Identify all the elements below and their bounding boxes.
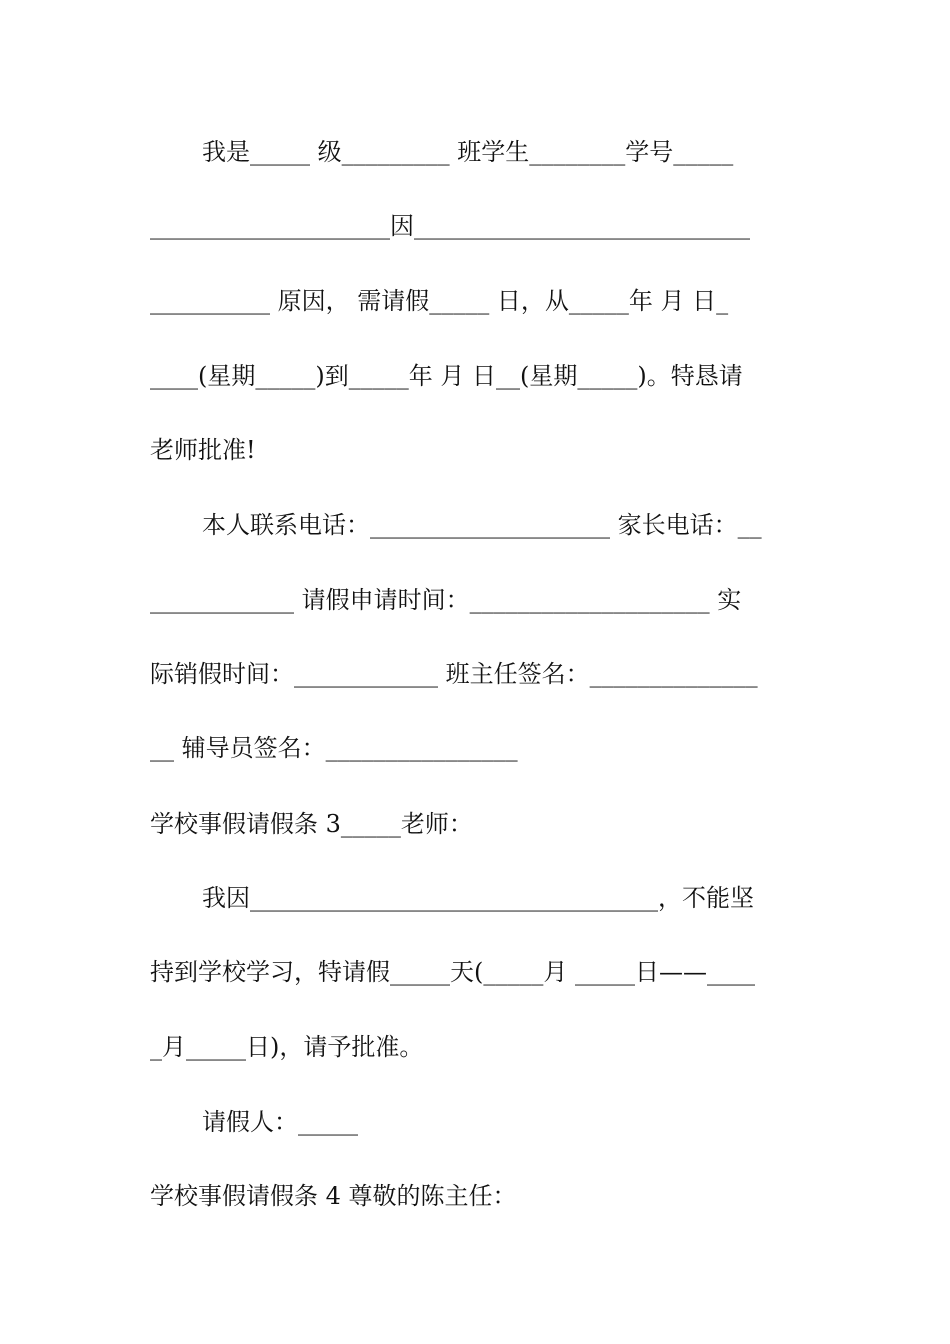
text-line: 持到学校学习，特请假_____天(_____月 _____日——____ bbox=[150, 958, 755, 986]
text-line: 我因__________________________________，不能坚 bbox=[202, 884, 754, 912]
text-line: 老师批准! bbox=[150, 436, 256, 464]
text-line: 我是_____ 级_________ 班学生________学号_____ bbox=[202, 138, 734, 166]
section-heading: 学校事假请假条 3_____老师： bbox=[150, 810, 473, 838]
text-line: 际销假时间：____________ 班主任签名：______________ bbox=[150, 660, 758, 688]
text-line: __ 辅导员签名：________________ bbox=[150, 734, 518, 762]
text-line: ____________ 请假申请时间：____________________ 实 bbox=[150, 586, 742, 614]
text-line: ____(星期_____)到_____年 月 日__(星期_____)。特恳请 bbox=[150, 362, 743, 390]
text-line: 请假人：_____ bbox=[202, 1108, 358, 1136]
section-heading: 学校事假请假条 4 尊敬的陈主任： bbox=[150, 1182, 517, 1210]
text-line: __________ 原因， 需请假_____ 日，从_____年 月 日_ bbox=[150, 287, 729, 315]
text-line: _月_____日)，请予批准。 bbox=[150, 1033, 424, 1061]
text-line: 本人联系电话：____________________ 家长电话：__ bbox=[202, 511, 762, 539]
text-line: ____________________因____________________________ bbox=[150, 212, 750, 240]
